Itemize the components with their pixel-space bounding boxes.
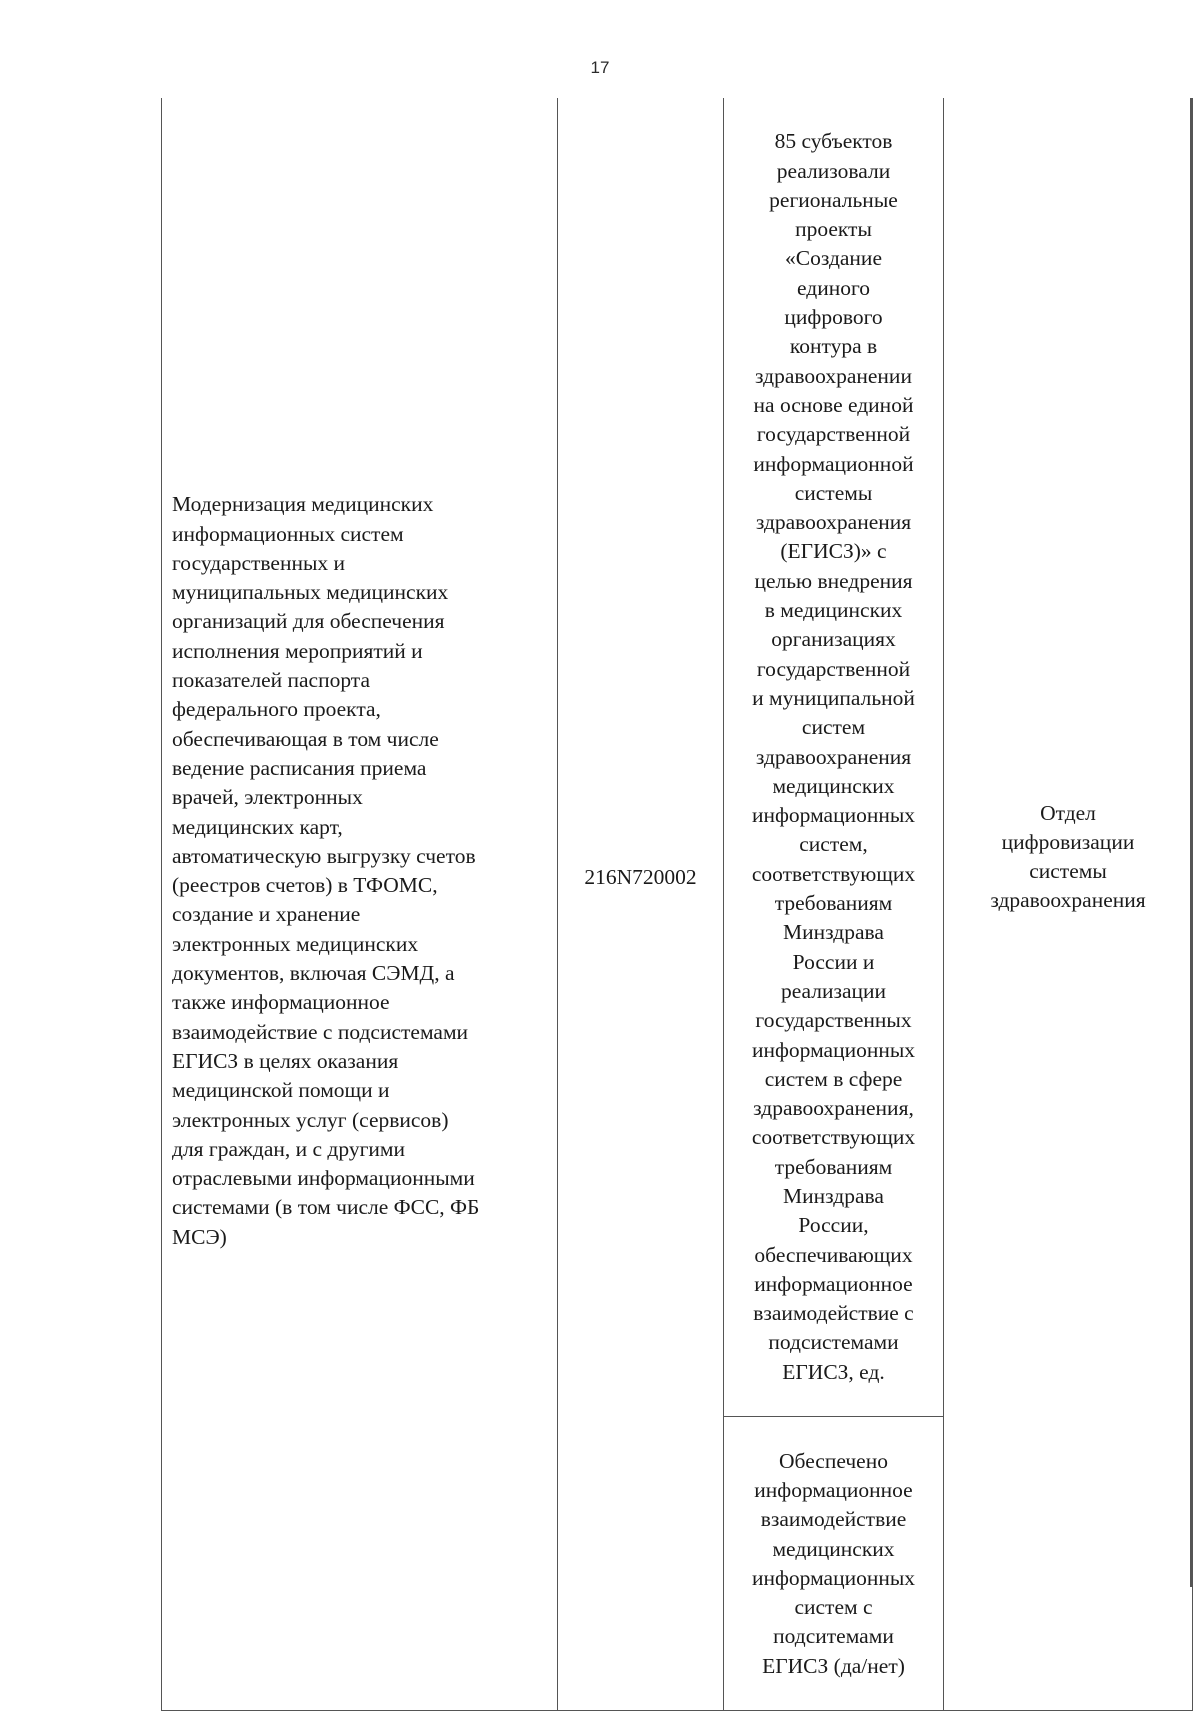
- indicator-cell-2: [724, 1417, 944, 1711]
- indicator-text-1: 85 субъектов реализовали региональные проекты «Создание единого цифрового контура в здравоохранении на основе единой государственной информационной системы здравоохранения (ЕГИСЗ)» с целью внедрения в медицинских организациях государственной и муниципальной систем здравоохранения медицинских информационных систем, соответствующих требованиям Минздрава России и реализации государственных информационных систем в сфере здравоохранения, соответствующих требованиям Минздрава России, обеспечивающих информационное взаимодействие с подсистемами ЕГИСЗ, ед.: [751, 129, 916, 1384]
- responsible-department: Отдел цифровизации системы здравоохранения: [990, 800, 1146, 913]
- measure-description: Модернизация медицинских информационных систем государственных и муниципальных медицинских организаций для обеспечения исполнения мероприятий и показателей паспорта федерального проекта, обеспечивающая в том числе ведение расписания приема врачей, электронных медицинских карт, автоматическую выгрузку счетов (реестров счетов) в ТФОМС, создание и хранение электронных медицинских документов, включая СЭМД, а также информационное взаимодействие с подсистемами ЕГИСЗ в целях оказания медицинской помощи и электронных услуг (сервисов) для граждан, и с другими отраслевыми информационными системами (в том числе ФСС, ФБ МСЭ): [172, 492, 480, 1249]
- page-number: 17: [590, 58, 610, 77]
- measures-table: [161, 98, 1193, 1711]
- table-right-border: [1190, 98, 1192, 1587]
- table-row: [162, 98, 1193, 1417]
- responsible-cell: [944, 98, 1193, 1711]
- measure-code: 216N720002: [584, 864, 697, 889]
- measure-code-cell: [558, 98, 724, 1711]
- indicator-text-2: Обеспечено информационное взаимодействие медицинских информационных систем с подситемами ЕГИСЗ (да/нет): [751, 1448, 916, 1678]
- indicator-cell-1: [724, 98, 944, 1417]
- measure-description-cell: [162, 98, 558, 1711]
